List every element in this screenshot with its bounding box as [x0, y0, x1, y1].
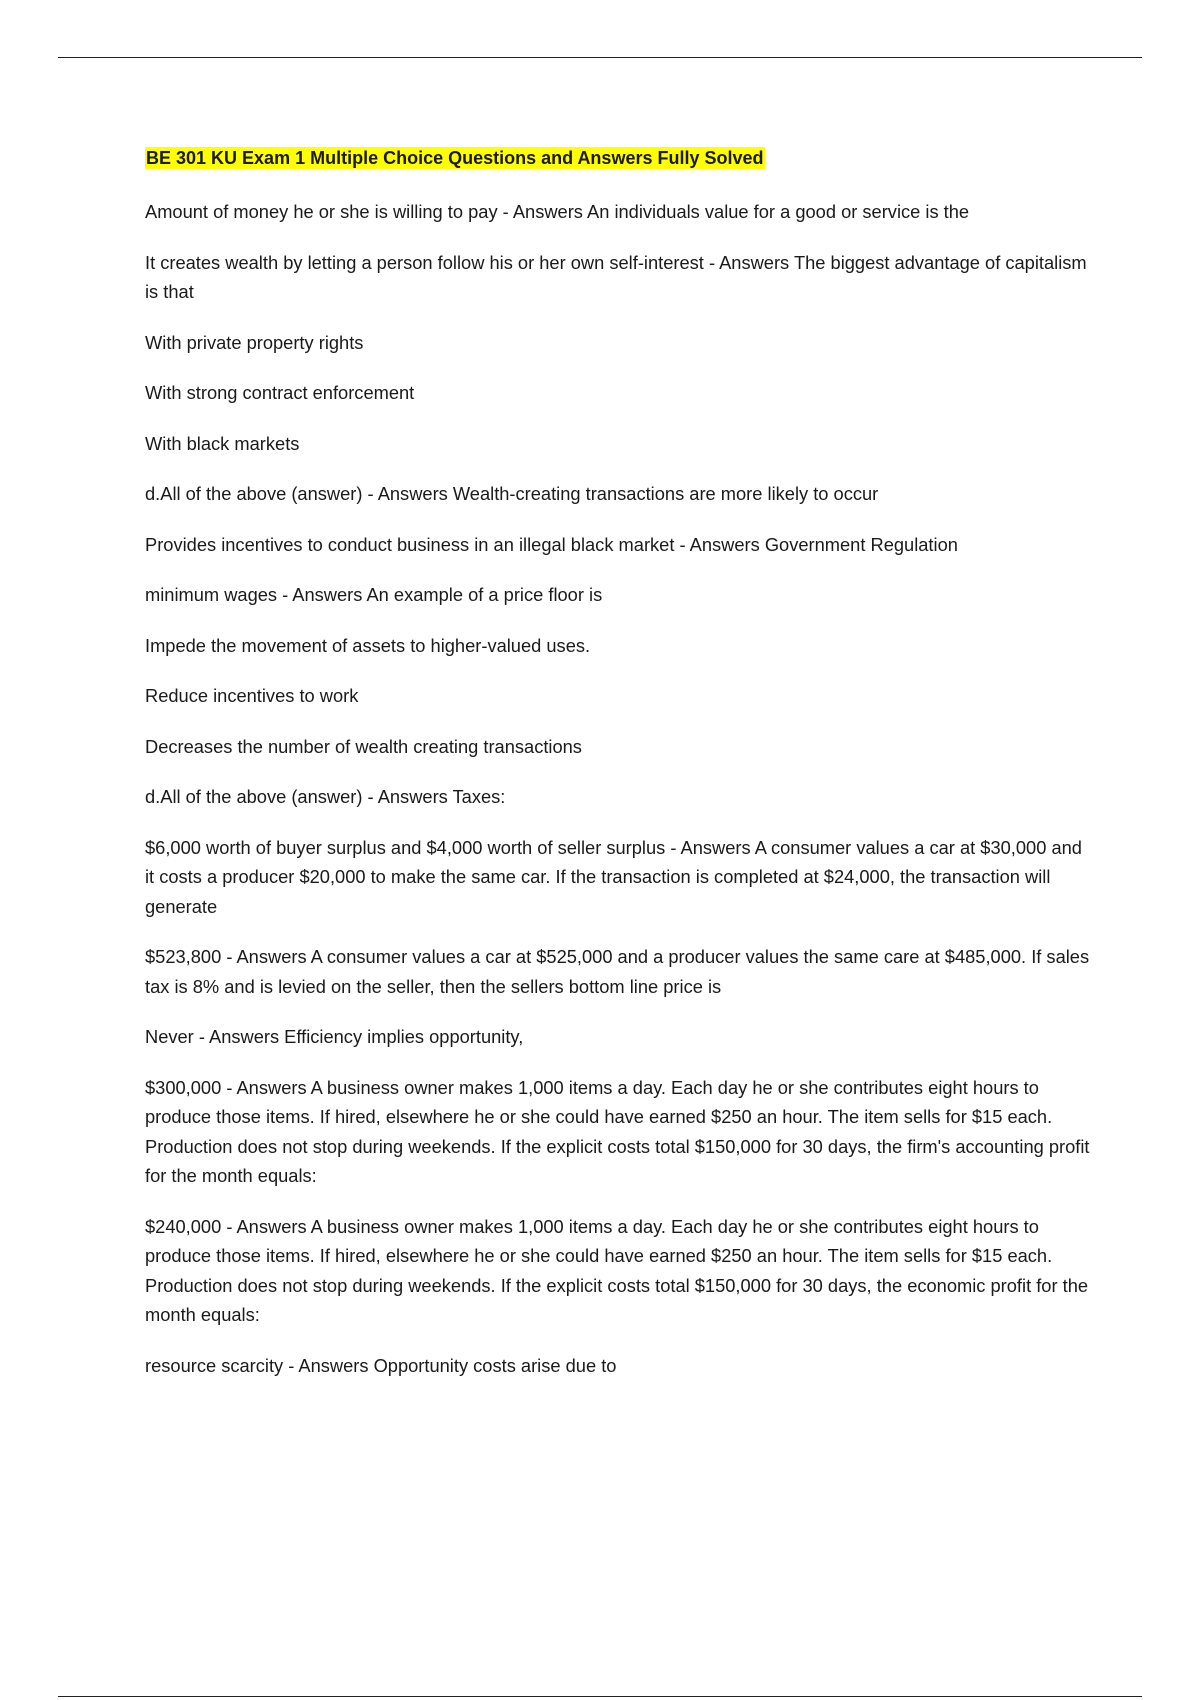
- qa-paragraph: With strong contract enforcement: [145, 382, 415, 403]
- highlighted-title-text: BE 301 KU Exam 1 Multiple Choice Questions and Answers Fully Solved: [146, 148, 764, 168]
- qa-paragraph: Amount of money he or she is willing to pay - Answers An individuals value for a good or service is the: [145, 201, 970, 222]
- qa-paragraph: $523,800 - Answers A consumer values a car at $525,000 and a producer values the same care at $485,000. If sales tax is 8% and is levied on the seller, then the sellers bottom line price is: [145, 946, 1090, 997]
- document-body: [145, 143, 1090, 1401]
- qa-paragraph: $300,000 - Answers A business owner makes 1,000 items a day. Each day he or she contributes eight hours to produce those items. If hired, elsewhere he or she could have earned $250 an hour. The item sells for $15 each. Production does not stop during weekends. If the explicit costs total $150,000 for 30 days, the firm's accounting profit for the month equals:: [145, 1076, 1090, 1186]
- header-rule: [58, 57, 1142, 58]
- footer-rule: [58, 1696, 1142, 1697]
- qa-paragraph: Impede the movement of assets to higher-valued uses.: [145, 634, 591, 656]
- qa-paragraph: It creates wealth by letting a person follow his or her own self-interest - Answers The biggest advantage of capitalism is that: [145, 251, 1087, 302]
- qa-paragraph: Never - Answers Efficiency implies opportunity,: [145, 1026, 524, 1047]
- qa-paragraph: Decreases the number of wealth creating transactions: [145, 735, 582, 757]
- qa-paragraph: d.All of the above (answer) - Answers Wealth-creating transactions are more likely to occur: [145, 483, 879, 504]
- qa-list: [145, 197, 1090, 1380]
- qa-paragraph: resource scarcity - Answers Opportunity costs arise due to: [145, 1354, 617, 1376]
- qa-paragraph: $240,000 - Answers A business owner makes 1,000 items a day. Each day he or she contributes eight hours to produce those items. If hired, elsewhere he or she could have earned $250 an hour. The item sells for $15 each. Production does not stop during weekends. If the explicit costs total $150,000 for 30 days, the economic profit for the month equals:: [145, 1215, 1089, 1325]
- qa-paragraph: minimum wages - Answers An example of a price floor is: [145, 584, 603, 605]
- document-title: [145, 143, 1090, 173]
- qa-paragraph: d.All of the above (answer) - Answers Taxes:: [145, 786, 506, 807]
- qa-paragraph: With private property rights: [145, 331, 364, 353]
- qa-paragraph: $6,000 worth of buyer surplus and $4,000 worth of seller surplus - Answers A consumer values a car at $30,000 and it costs a producer $20,000 to make the same car. If the transaction is completed at $24,000, the transaction will generate: [145, 836, 1082, 917]
- qa-paragraph: With black markets: [145, 432, 300, 454]
- qa-paragraph: Reduce incentives to work: [145, 685, 359, 706]
- qa-paragraph: Provides incentives to conduct business in an illegal black market - Answers Government Regulation: [145, 533, 958, 555]
